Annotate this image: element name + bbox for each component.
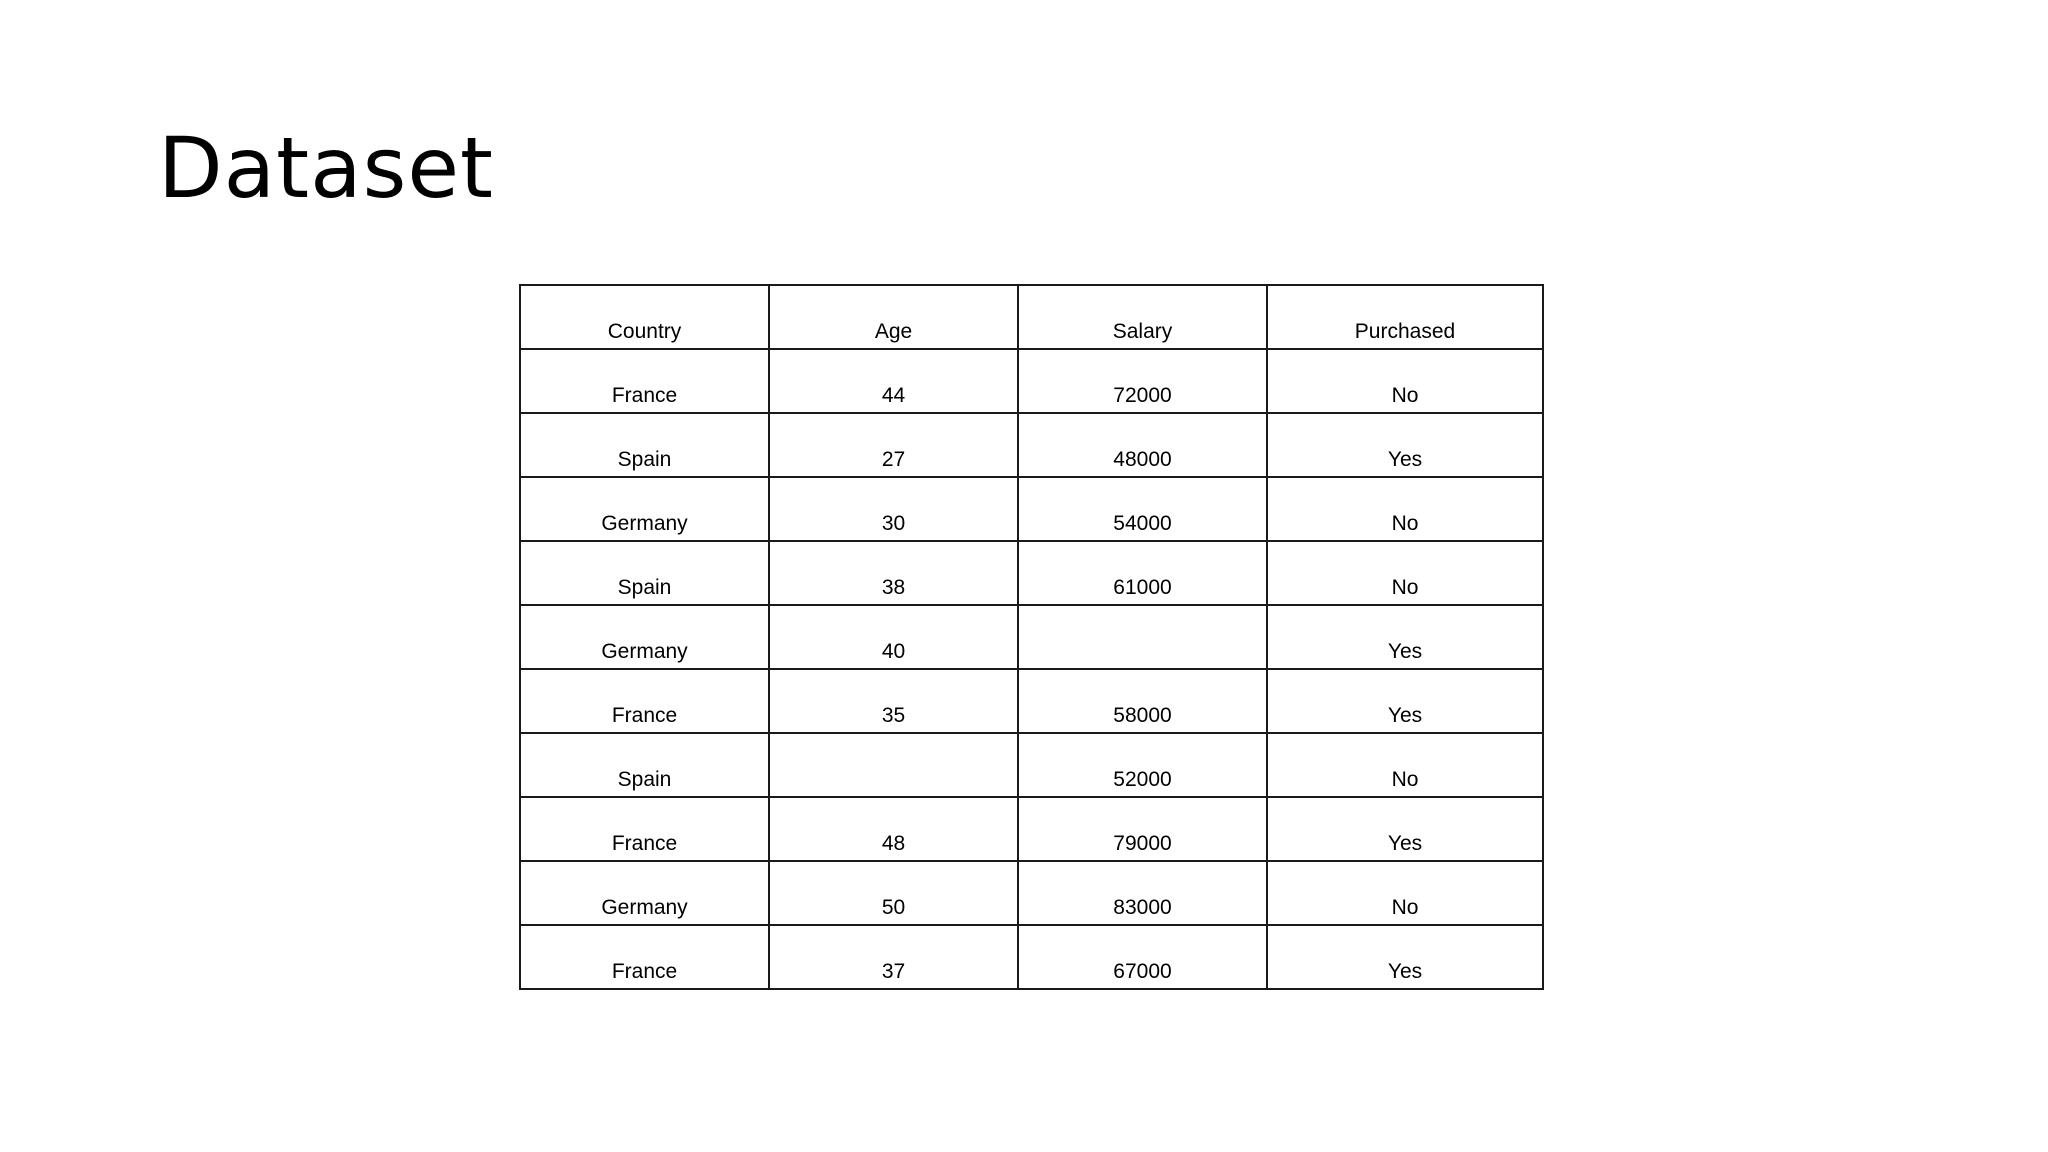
cell-country: Spain xyxy=(520,733,769,797)
cell-purchased: Yes xyxy=(1267,413,1543,477)
cell-age: 37 xyxy=(769,925,1018,989)
cell-age xyxy=(769,733,1018,797)
cell-purchased: No xyxy=(1267,349,1543,413)
table-row xyxy=(520,477,1543,541)
cell-age: 38 xyxy=(769,541,1018,605)
header-age: Age xyxy=(769,285,1018,349)
cell-purchased: No xyxy=(1267,733,1543,797)
cell-age: 40 xyxy=(769,605,1018,669)
cell-age: 30 xyxy=(769,477,1018,541)
cell-salary: 54000 xyxy=(1018,477,1267,541)
cell-purchased: No xyxy=(1267,541,1543,605)
cell-age: 48 xyxy=(769,797,1018,861)
cell-country: Germany xyxy=(520,861,769,925)
dataset-table xyxy=(519,284,1544,990)
table-row xyxy=(520,349,1543,413)
cell-age: 35 xyxy=(769,669,1018,733)
header-country: Country xyxy=(520,285,769,349)
cell-purchased: Yes xyxy=(1267,605,1543,669)
cell-country: Spain xyxy=(520,541,769,605)
cell-salary xyxy=(1018,605,1267,669)
table-row xyxy=(520,669,1543,733)
table-row xyxy=(520,861,1543,925)
cell-purchased: Yes xyxy=(1267,925,1543,989)
cell-salary: 83000 xyxy=(1018,861,1267,925)
cell-country: Germany xyxy=(520,605,769,669)
cell-salary: 61000 xyxy=(1018,541,1267,605)
cell-age: 27 xyxy=(769,413,1018,477)
header-salary: Salary xyxy=(1018,285,1267,349)
cell-country: France xyxy=(520,669,769,733)
cell-purchased: No xyxy=(1267,477,1543,541)
cell-salary: 79000 xyxy=(1018,797,1267,861)
cell-country: France xyxy=(520,925,769,989)
table-row xyxy=(520,733,1543,797)
cell-purchased: Yes xyxy=(1267,669,1543,733)
cell-country: Spain xyxy=(520,413,769,477)
cell-salary: 52000 xyxy=(1018,733,1267,797)
table-row xyxy=(520,605,1543,669)
table-row xyxy=(520,925,1543,989)
table-row xyxy=(520,797,1543,861)
cell-salary: 67000 xyxy=(1018,925,1267,989)
table-header-row xyxy=(520,285,1543,349)
cell-age: 50 xyxy=(769,861,1018,925)
cell-salary: 72000 xyxy=(1018,349,1267,413)
cell-salary: 58000 xyxy=(1018,669,1267,733)
header-purchased: Purchased xyxy=(1267,285,1543,349)
table-row xyxy=(520,413,1543,477)
cell-salary: 48000 xyxy=(1018,413,1267,477)
cell-country: Germany xyxy=(520,477,769,541)
cell-age: 44 xyxy=(769,349,1018,413)
cell-purchased: Yes xyxy=(1267,797,1543,861)
slide-title: Dataset xyxy=(158,119,494,217)
table-row xyxy=(520,541,1543,605)
cell-purchased: No xyxy=(1267,861,1543,925)
cell-country: France xyxy=(520,797,769,861)
cell-country: France xyxy=(520,349,769,413)
